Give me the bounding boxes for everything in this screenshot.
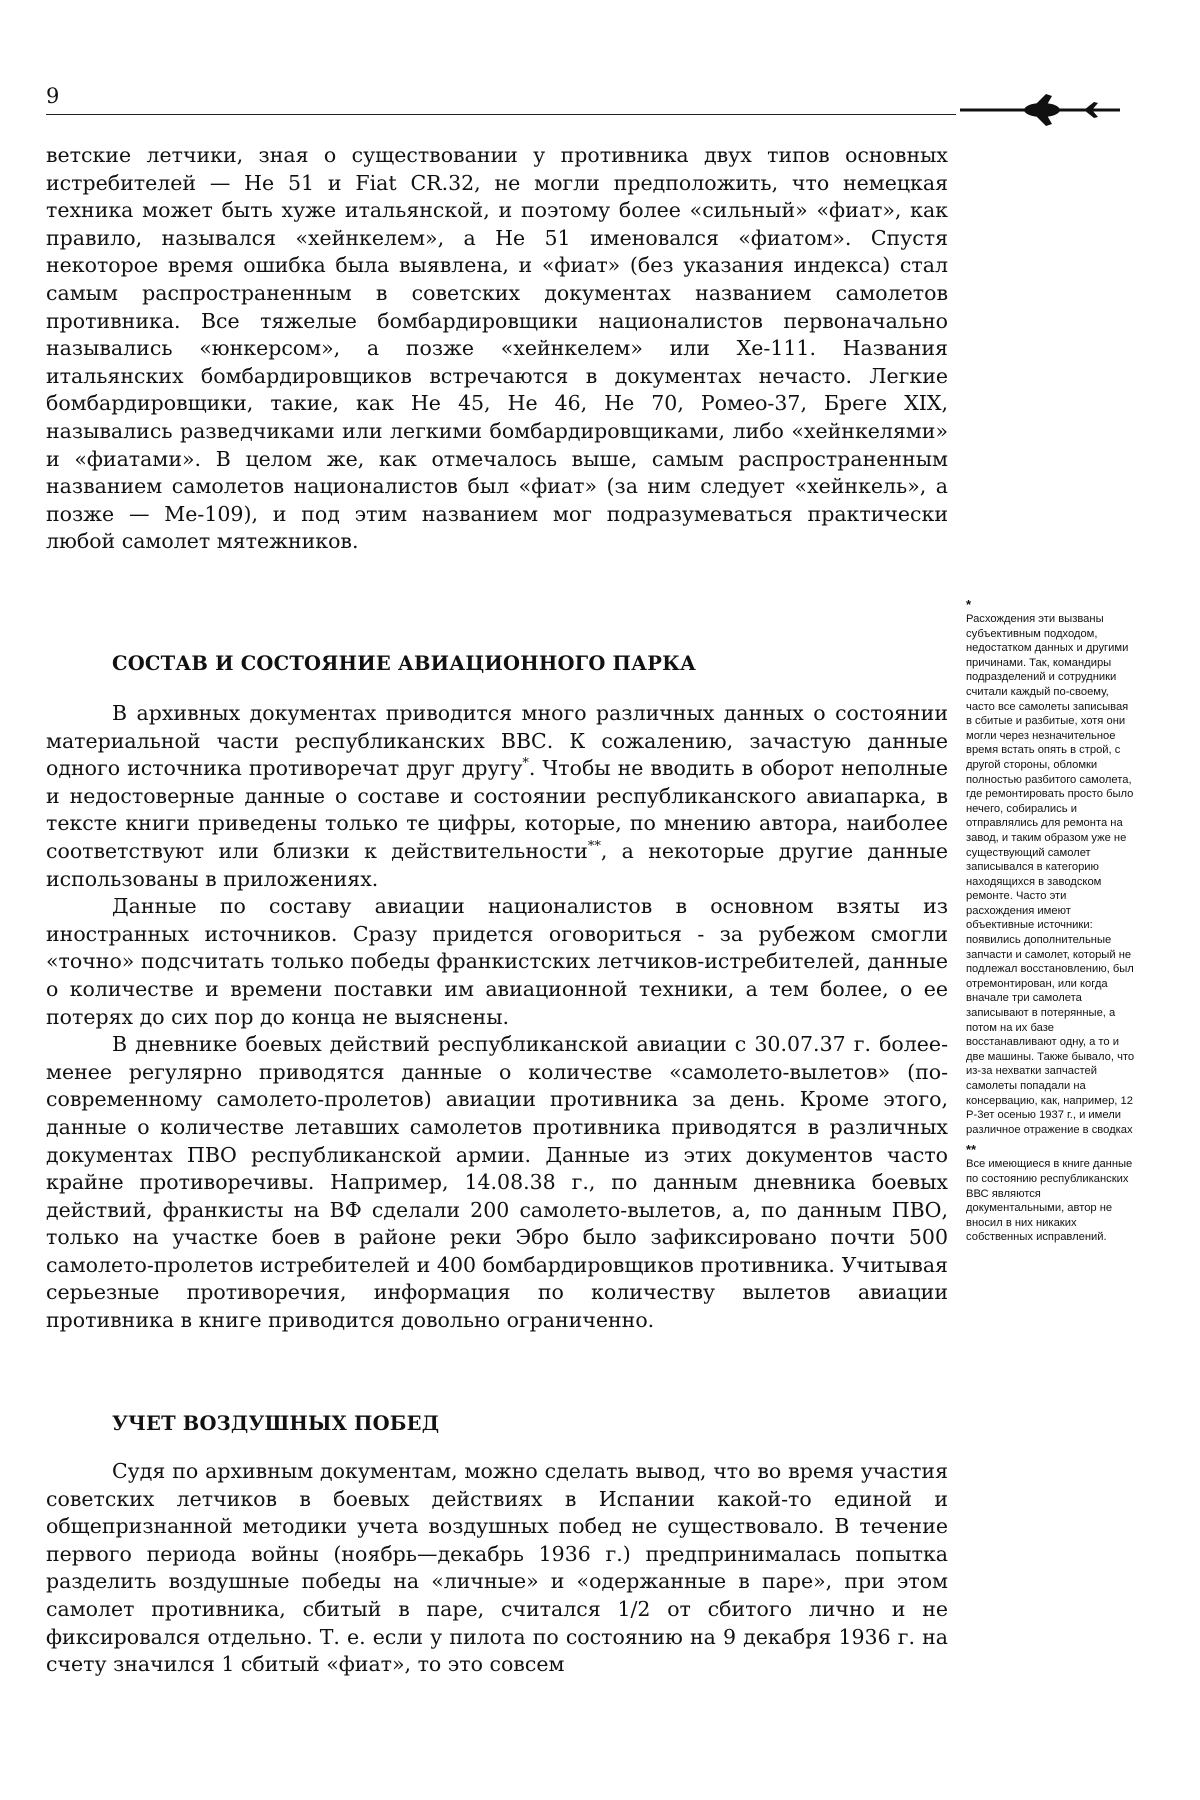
body-paragraph: Судя по архивным документам, можно сделать вывод, что во время участия советских летчиков в боевых действиях в Испании какой-то единой и общепризнанной методики учета воздушных побед не существовало. В течение первого периода войны (ноябрь—декабрь 1936 г.) предпринималась попытка разделить воздушные победы на «личные» и «одержанные в паре», при этом самолет противника, сбитый в паре, считался 1/2 от сбитого лично и не фиксировался отдельно. Т. е. если у пилота по состоянию на 9 декабря 1936 г. на счету значился 1 сбитый «фиат», то это совсем bbox=[46, 1459, 948, 1677]
footnote-mark: * bbox=[966, 597, 972, 612]
section-body-victories bbox=[46, 1458, 948, 1679]
footnote-mark: ** bbox=[966, 1142, 977, 1158]
body-paragraph: В дневнике боевых действий республиканской авиации с 30.07.37 г. более-менее регулярно приводятся данные о количестве «самолето-вылетов» (по-современному самолето-пролетов) авиации противника за день. Кроме этого, данные о количестве летавших самолетов противника приводятся в различных документах ПВО республиканской армии. Данные из этих документов часто крайне противоречивы. Например, 14.08.38 г., по данным дневника боевых действий, франкисты на ВФ сделали 200 самолето-вылетов, а, по данным ПВО, только на участке боев в районе реки Эбро было зафиксировано почти 500 самолето-пролетов истребителей и 400 бомбардировщиков противника. Учитывая серьезные противоречия, информация по количеству вылетов авиации противника в книге приводится довольно ограниченно. bbox=[46, 1032, 948, 1333]
footnote-text: Все имеющиеся в книге данные по состоянию республиканских ВВС являются документальными, автор не вносил в них никаких собственных исправлений. bbox=[966, 1158, 1133, 1244]
footnote-text: Расхождения эти вызваны субъективным подходом, недостатком данных и другими причинами. Так, командиры подразделений и сотрудники считали каждый по-своему, часто все самолеты записывая в сбитые и разбитые, хотя они могли через незначительное время встать опять в строй, с другой стороны, обломки полностью разбитого самолета, где ремонтировать просто было нечего, собирались и отправлялись для ремонта на завод, и таким образом уже не существующий самолет записывался в категорию находящихся в заводском ремонте. Часто эти расхождения имеют объективные источники: появились дополнительные запчасти и самолет, который не подлежал восстановлению, был отремонтирован, или когда вначале три самолета записывают в потерянные, а потом на их базе восстанавливают одну, а то и две машины. Также бывало, что из-за нехватки запчастей самолеты попадали на консервацию, как, например, 12 Р-3ет осенью 1937 г., и имели различное отражение в сводках bbox=[966, 613, 1135, 1136]
intro-block bbox=[46, 142, 948, 556]
airplane-silhouette-icon bbox=[960, 90, 1120, 130]
body-paragraph: Данные по составу авиации националистов в основном взяты из иностранных источников. Сразу придется оговориться - за рубежом смогли «точно» подсчитать только победы франкистских летчиков-истребителей, данные о количестве и времени поставки им авиационной техники, а тем более, о ее потерях до сих пор до конца не выяснены. bbox=[46, 894, 948, 1029]
section-body-fleet bbox=[46, 700, 948, 1335]
page-number: 9 bbox=[46, 84, 60, 108]
body-paragraph bbox=[46, 700, 948, 893]
footnote-marker: ** bbox=[587, 839, 601, 855]
footnote-marker: * bbox=[522, 756, 529, 772]
section-heading-victories: УЧЕТ ВОЗДУШНЫХ ПОБЕД bbox=[112, 1412, 440, 1435]
body-text: В архивных документах приводится много различных данных о состоянии материальной части республиканских ВВС. К сожалению, зачастую данные одного источника противоречат друг другу bbox=[46, 701, 948, 781]
sidebar-footnotes bbox=[966, 598, 1136, 1245]
body-text: , а некоторые другие данные использованы в приложениях. bbox=[46, 838, 949, 891]
body-text: . Чтобы не вводить в оборот неполные и недостоверные данные о составе и состоянии республиканского авиапарка, в тексте книги приведены только те цифры, которые, по мнению автора, наиболее соответствуют или близки к действительности bbox=[46, 756, 948, 863]
section-heading-fleet: СОСТАВ И СОСТОЯНИЕ АВИАЦИОННОГО ПАРКА bbox=[112, 652, 697, 675]
intro-paragraph: ветские летчики, зная о существовании у противника двух типов основных истребителей — Не 51 и Fiat CR.32, не могли предположить, что немецкая техника может быть хуже итальянской, и поэтому более «сильный» «фиат», как правило, назывался «хейнкелем», а Не 51 именовался «фиатом». Спустя некоторое время ошибка была выявлена, и «фиат» (без указания индекса) стал самым распространенным в советских документах названием самолетов противника. Все тяжелые бомбардировщики националистов первоначально назывались «юнкерсом», а позже «хейнкелем» или Хе-111. Названия итальянских бомбардировщиков встречаются в документах нечасто. Легкие бомбардировщики, такие, как Не 45, Не 46, Не 70, Ромео-37, Бреге XIX, назывались разведчиками или легкими бомбардировщиками, либо «хейнкелями» и «фиатами». В целом же, как отмечалось выше, самым распространенным названием самолетов националистов был «фиат» (за ним следует «хейнкель», а позже — Ме-109), и под этим названием мог подразумеваться практически любой самолет мятежников. bbox=[46, 143, 948, 554]
header-rule bbox=[46, 114, 956, 115]
